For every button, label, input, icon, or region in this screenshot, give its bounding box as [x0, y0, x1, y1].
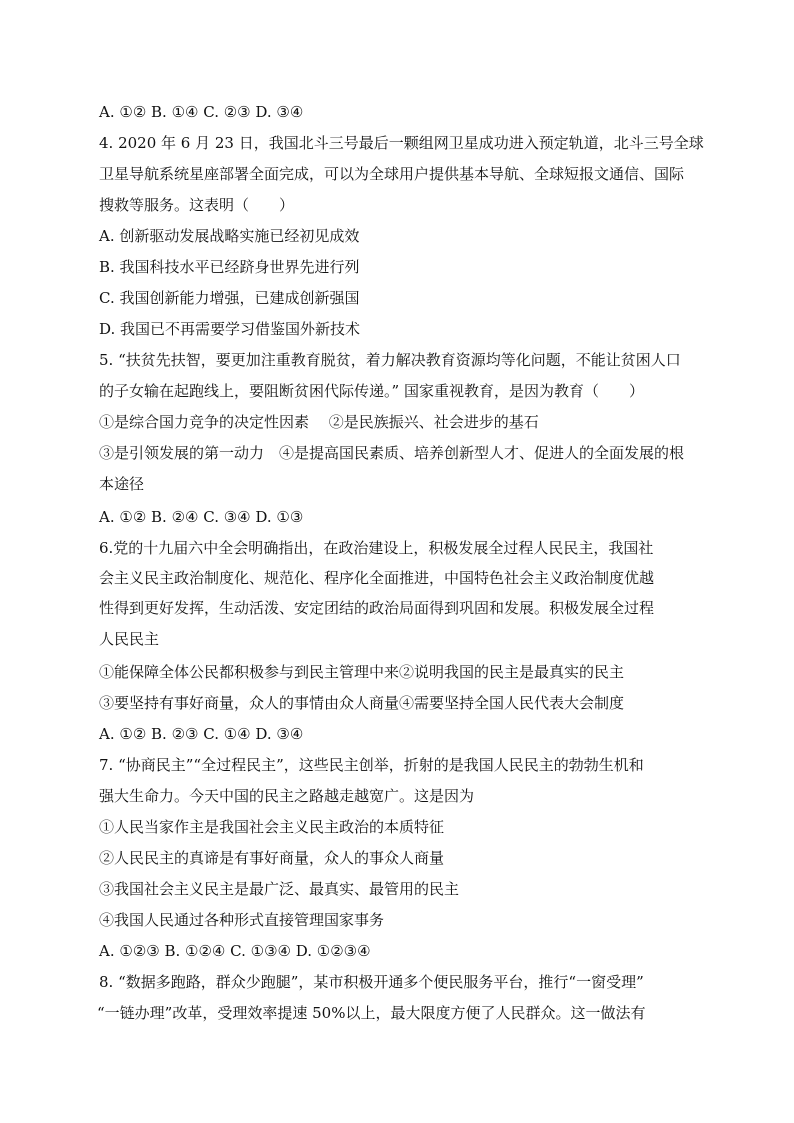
- q5-statements-line-2: ③是引领发展的第一动力 ④是提高国民素质、培养创新型人才、促进人的全面发展的根: [99, 444, 685, 462]
- q6-stem-line-3: 性得到更好发挥，生动活泼、安定团结的政治局面得到巩固和发展。积极发展全过程: [99, 599, 655, 617]
- q7-statement-2: ②人民民主的真谛是有事好商量，众人的事众人商量: [99, 849, 445, 867]
- q6-stem-line-4: 人民民主: [99, 630, 160, 648]
- q7-statement-1: ①人民当家作主是我国社会主义民主政治的本质特征: [99, 818, 445, 836]
- q4-stem-line-1: 4. 2020 年 6 月 23 日，我国北斗三号最后一颗组网卫星成功进入预定轨道，北斗三号全球: [99, 134, 704, 152]
- q7-statement-4: ④我国人民通过各种形式直接管理国家事务: [99, 911, 385, 929]
- q4-option-a: A. 创新驱动发展战略实施已经初见成效: [99, 227, 360, 245]
- q5-options: A. ①② B. ②④ C. ③④ D. ①③: [99, 508, 304, 526]
- q7-statement-3: ③我国社会主义民主是最广泛、最真实、最管用的民主: [99, 880, 460, 898]
- q4-option-d: D. 我国已不再需要学习借鉴国外新技术: [99, 320, 361, 338]
- q5-stem-line-1: 5. “扶贫先扶智，要更加注重教育脱贫，着力解决教育资源均等化问题，不能让贫困人口: [99, 351, 681, 369]
- q7-options: A. ①②③ B. ①②④ C. ①③④ D. ①②③④: [99, 942, 371, 960]
- q7-stem-line-1: 7. “协商民主”“全过程民主”，这些民主创举，折射的是我国人民民主的勃勃生机和: [99, 756, 644, 774]
- q7-stem-line-2: 强大生命力。今天中国的民主之路越走越宽广。这是因为: [99, 787, 475, 805]
- q6-statements-line-1: ①能保障全体公民都积极参与到民主管理中来②说明我国的民主是最真实的民主: [99, 663, 625, 681]
- q5-statements-line-1: ①是综合国力竞争的决定性因素 ②是民族振兴、社会进步的基石: [99, 413, 539, 431]
- q3-options: A. ①② B. ①④ C. ②③ D. ③④: [99, 103, 304, 121]
- q4-stem-line-3: 搜救等服务。这表明（ ）: [99, 196, 295, 214]
- q4-stem-line-2: 卫星导航系统星座部署全面完成，可以为全球用户提供基本导航、全球短报文通信、国际: [99, 165, 685, 183]
- q8-stem-line-2: “一链办理”改革，受理效率提速 50%以上，最大限度方便了人民群众。这一做法有: [97, 1004, 646, 1022]
- q6-stem-line-1: 6.党的十九届六中全会明确指出，在政治建设上，积极发展全过程人民民主，我国社: [99, 539, 654, 557]
- q5-stem-line-2: 的子女输在起跑线上，要阻断贫困代际传递。” 国家重视教育，是因为教育（ ）: [99, 382, 644, 400]
- q8-stem-line-1: 8. “数据多跑路，群众少跑腿”，某市积极开通多个便民服务平台，推行“一窗受理”: [99, 973, 644, 991]
- q6-options: A. ①② B. ②③ C. ①④ D. ③④: [99, 725, 304, 743]
- q5-statements-line-3: 本途径: [99, 475, 145, 493]
- q6-stem-line-2: 会主义民主政治制度化、规范化、程序化全面推进，中国特色社会主义政治制度优越: [99, 569, 655, 587]
- q4-option-c: C. 我国创新能力增强，已建成创新强国: [99, 289, 360, 307]
- q6-statements-line-2: ③要坚持有事好商量，众人的事情由众人商量④需要坚持全国人民代表大会制度: [99, 694, 625, 712]
- q4-option-b: B. 我国科技水平已经跻身世界先进行列: [99, 258, 360, 276]
